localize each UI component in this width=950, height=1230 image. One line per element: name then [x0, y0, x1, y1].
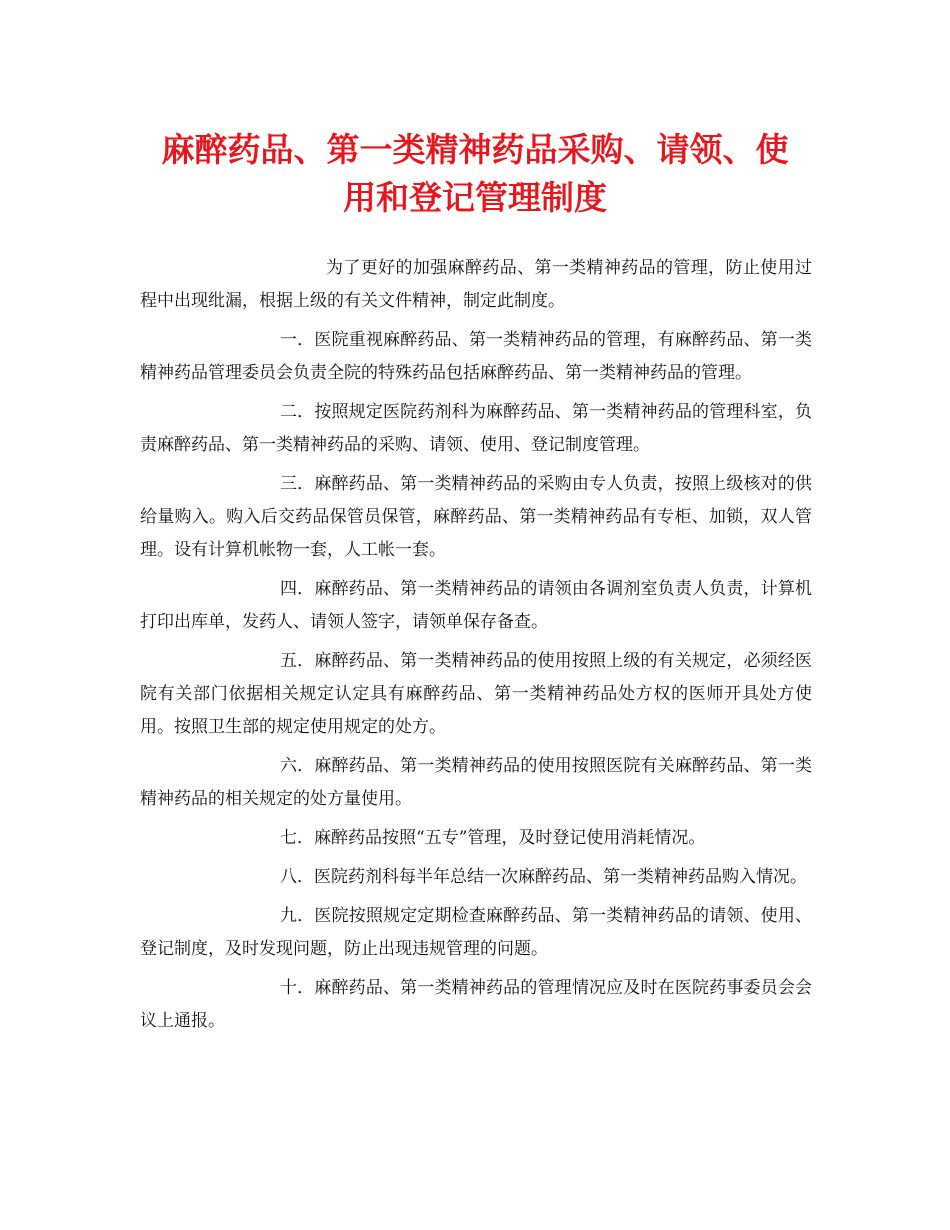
rule-item-7: 七．麻醉药品按照“五专”管理，及时登记使用消耗情况。	[280, 828, 706, 848]
title-line-2: 用和登记管理制度	[343, 178, 607, 217]
rule-item-3: 三．麻醉药品、第一类精神药品的采购由专人负责，按照上级核对的供给量购入。购入后交药品保管员保管，麻醉药品、第一类精神药品有专柜、加锁，双人管理。设有计算机帐物一套，人工帐一套。	[140, 474, 812, 560]
rule-item-10: 十．麻醉药品、第一类精神药品的管理情况应及时在医院药事委员会会议上通报。	[140, 978, 812, 1031]
rule-item-8: 八．医院药剂科每半年总结一次麻醉药品、第一类精神药品购入情况。	[280, 867, 807, 887]
rule-item-6: 六．麻醉药品、第一类精神药品的使用按照医院有关麻醉药品、第一类精神药品的相关规定的处方量使用。	[140, 756, 812, 809]
rule-item-2: 二．按照规定医院药剂科为麻醉药品、第一类精神药品的管理科室，负责麻醉药品、第一类精神药品的采购、请领、使用、登记制度管理。	[140, 402, 812, 455]
document-body	[140, 252, 812, 1044]
rule-item-9: 九．医院按照规定定期检查麻醉药品、第一类精神药品的请领、使用、登记制度，及时发现问题，防止出现违规管理的问题。	[140, 906, 812, 959]
intro-paragraph: 为了更好的加强麻醉药品、第一类精神药品的管理，防止使用过程中出现纰漏，根据上级的有关文件精神，制定此制度。	[140, 258, 812, 311]
rule-item-4: 四．麻醉药品、第一类精神药品的请领由各调剂室负责人负责，计算机打印出库单，发药人、请领人签字，请领单保存备查。	[140, 579, 812, 632]
title-line-1: 麻醉药品、第一类精神药品采购、请领、使	[161, 130, 789, 169]
rule-item-1: 一．医院重视麻醉药品、第一类精神药品的管理，有麻醉药品、第一类精神药品管理委员会负责全院的特殊药品包括麻醉药品、第一类精神药品的管理。	[140, 330, 812, 383]
rule-item-5: 五．麻醉药品、第一类精神药品的使用按照上级的有关规定，必须经医院有关部门依据相关规定认定具有麻醉药品、第一类精神药品处方权的医师开具处方使用。按照卫生部的规定使用规定的处方。	[140, 651, 812, 737]
document-title	[120, 126, 830, 222]
